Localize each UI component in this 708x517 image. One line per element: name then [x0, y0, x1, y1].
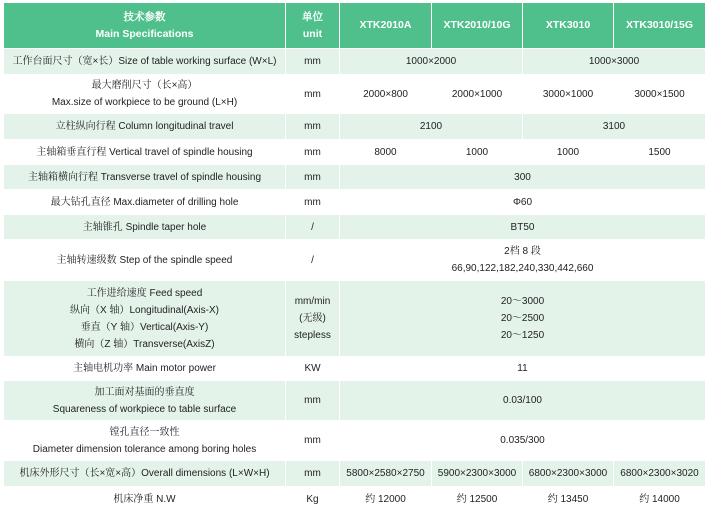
row-value: 20～3000 20～2500 20～1250	[340, 281, 706, 357]
table-row	[4, 190, 706, 215]
model-header: XTK2010/10G	[432, 3, 523, 49]
row-value: BT50	[340, 215, 706, 240]
table-row	[4, 461, 706, 487]
row-label: 加工面对基面的垂直度 Squareness of workpiece to table surface	[4, 381, 286, 421]
row-unit: mm/min (无级) stepless	[286, 281, 340, 357]
row-value: 11	[340, 357, 706, 381]
row-label: 立柱纵向行程 Column longitudinal travel	[4, 114, 286, 140]
row-value: 1000	[432, 140, 523, 165]
table-row	[4, 140, 706, 165]
unit-header: 单位 unit	[286, 3, 340, 49]
row-value: 1000×3000	[523, 49, 706, 75]
row-label: 机床净重 N.W	[4, 487, 286, 512]
model-header: XTK3010/15G	[614, 3, 706, 49]
row-value: 8000	[340, 140, 432, 165]
table-row	[4, 487, 706, 512]
row-label: 最大钻孔直径 Max.diameter of drilling hole	[4, 190, 286, 215]
row-value: 5900×2300×3000	[432, 461, 523, 487]
table-row	[4, 49, 706, 75]
row-value: 约 12500	[432, 487, 523, 512]
row-unit: mm	[286, 140, 340, 165]
row-value: Φ60	[340, 190, 706, 215]
header-row	[4, 3, 706, 49]
table-row	[4, 165, 706, 190]
row-unit: mm	[286, 49, 340, 75]
row-unit: KW	[286, 357, 340, 381]
row-value: 1000×2000	[340, 49, 523, 75]
row-value: 6800×2300×3020	[614, 461, 706, 487]
row-value: 6800×2300×3000	[523, 461, 614, 487]
row-value: 1500	[614, 140, 706, 165]
model-header: XTK3010	[523, 3, 614, 49]
row-value: 2000×800	[340, 75, 432, 114]
row-label: 主轴箱垂直行程 Vertical travel of spindle housing	[4, 140, 286, 165]
row-unit: mm	[286, 114, 340, 140]
row-unit: mm	[286, 461, 340, 487]
row-label: 工作台面尺寸（宽×长）Size of table working surface (W×L)	[4, 49, 286, 75]
row-value: 0.03/100	[340, 381, 706, 421]
row-value: 1000	[523, 140, 614, 165]
row-unit: mm	[286, 381, 340, 421]
row-value: 0.035/300	[340, 421, 706, 461]
row-label: 主轴箱横向行程 Transverse travel of spindle housing	[4, 165, 286, 190]
row-value: 约 14000	[614, 487, 706, 512]
table-row	[4, 381, 706, 421]
spec-header: 技术参数 Main Specifications	[4, 3, 286, 49]
row-label: 主轴锥孔 Spindle taper hole	[4, 215, 286, 240]
row-value: 2100	[340, 114, 523, 140]
table-row	[4, 281, 706, 357]
row-unit: mm	[286, 421, 340, 461]
row-label: 主轴电机功率 Main motor power	[4, 357, 286, 381]
row-label: 工作进给速度 Feed speed 纵向（X 轴）Longitudinal(Axis-X) 垂直（Y 轴）Vertical(Axis-Y) 横向（Z 轴）Transverse(AxisZ)	[4, 281, 286, 357]
table-row	[4, 114, 706, 140]
row-label: 机床外形尺寸（长×宽×高）Overall dimensions (L×W×H)	[4, 461, 286, 487]
row-value: 2档 8 段 66,90,122,182,240,330,442,660	[340, 240, 706, 281]
row-value: 3100	[523, 114, 706, 140]
row-unit: /	[286, 240, 340, 281]
row-unit: /	[286, 215, 340, 240]
model-header: XTK2010A	[340, 3, 432, 49]
row-unit: mm	[286, 165, 340, 190]
row-value: 3000×1000	[523, 75, 614, 114]
row-value: 2000×1000	[432, 75, 523, 114]
table-row	[4, 215, 706, 240]
row-value: 约 12000	[340, 487, 432, 512]
row-value: 300	[340, 165, 706, 190]
row-label: 最大磨削尺寸（长×高） Max.size of workpiece to be ground (L×H)	[4, 75, 286, 114]
table-row	[4, 357, 706, 381]
table-row	[4, 75, 706, 114]
row-value: 约 13450	[523, 487, 614, 512]
spec-table	[3, 2, 706, 512]
row-unit: mm	[286, 190, 340, 215]
table-row	[4, 421, 706, 461]
row-unit: mm	[286, 75, 340, 114]
row-label: 主轴转速级数 Step of the spindle speed	[4, 240, 286, 281]
table-row	[4, 240, 706, 281]
row-unit: Kg	[286, 487, 340, 512]
row-value: 3000×1500	[614, 75, 706, 114]
row-label: 镗孔直径一致性 Diameter dimension tolerance among boring holes	[4, 421, 286, 461]
row-value: 5800×2580×2750	[340, 461, 432, 487]
